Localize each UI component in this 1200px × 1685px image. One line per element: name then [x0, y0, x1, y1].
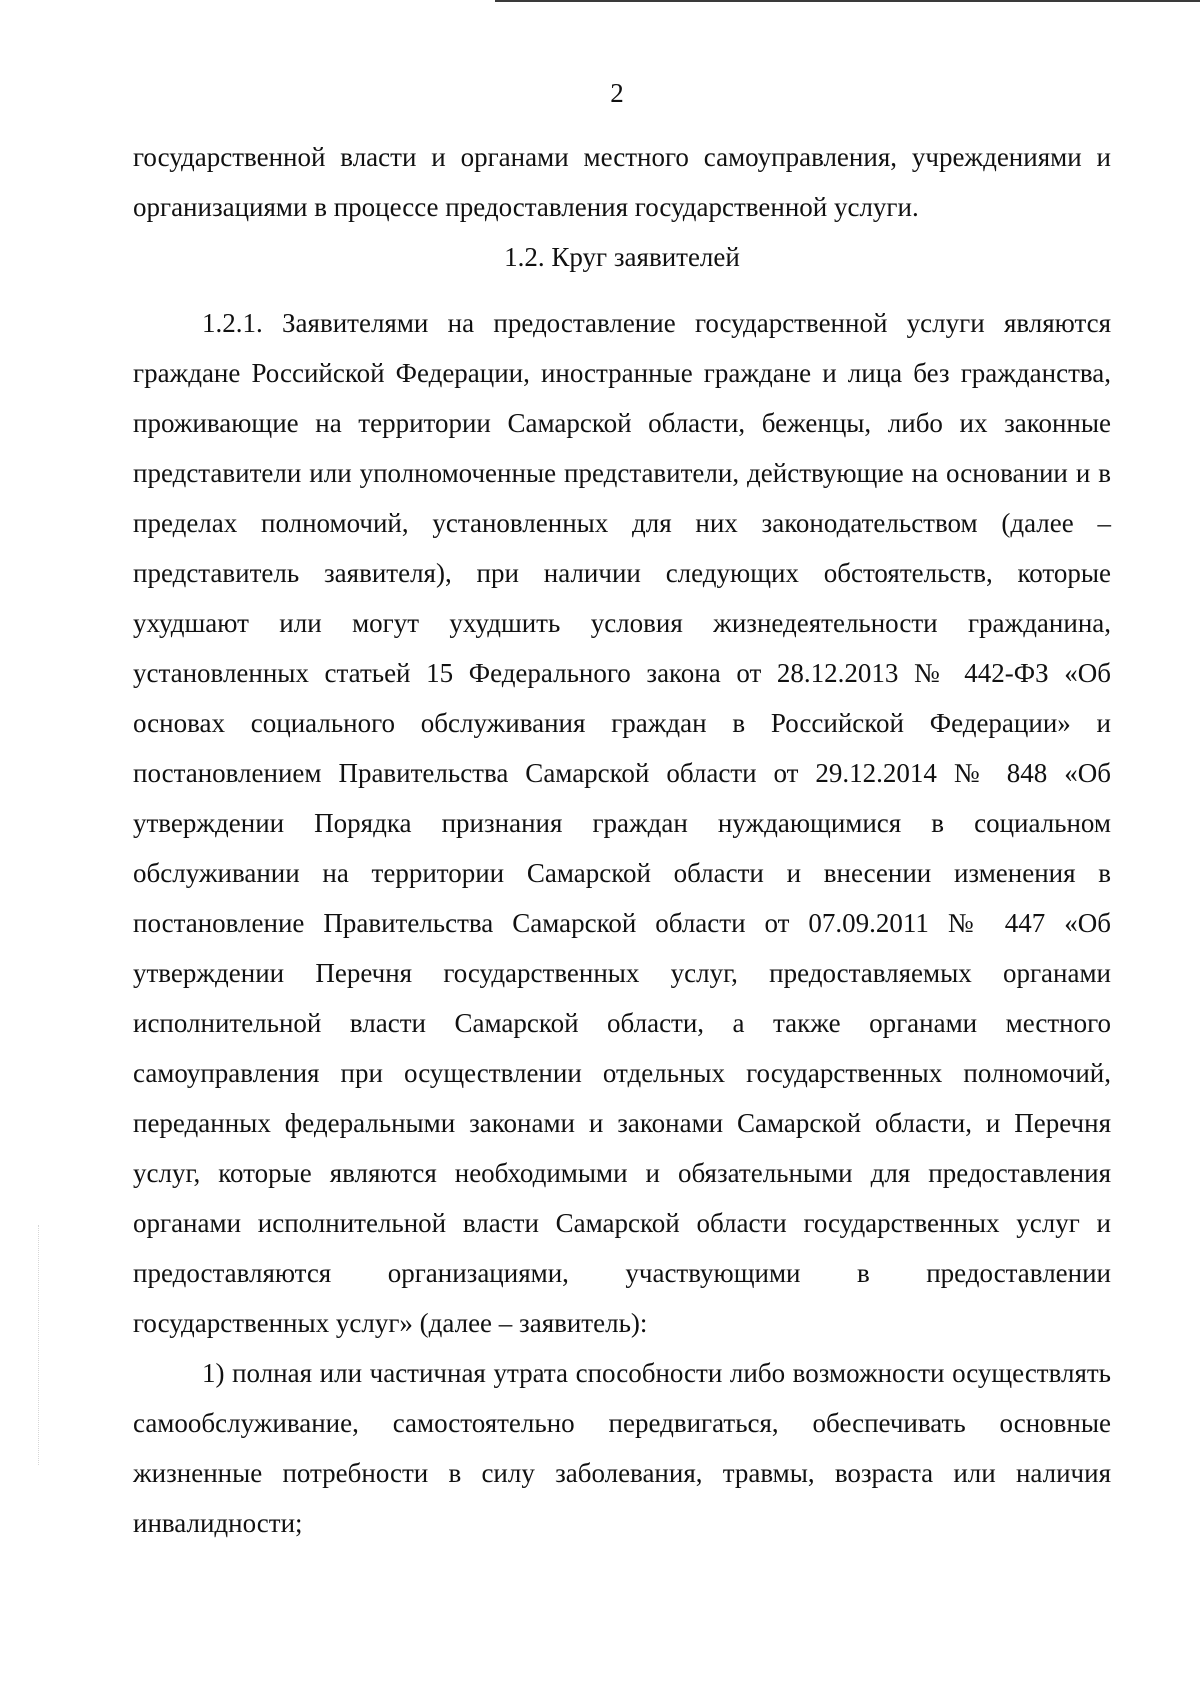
clause-1-2-1-paragraph: 1.2.1. Заявителями на предоставление государственной услуги являются граждане Российской Федерации, иностранные граждане и лица без гражданства, проживающие на территории Самарской области, беженцы, либо их законные представители или уполномоченные представители, действующие на основании и в пределах полномочий, установленных для них законодательством (далее – представитель заявителя), при наличии следующих обстоятельств, которые ухудшают или могут ухудшить условия жизнедеятельности гражданина, установленных статьей 15 Федерального закона от 28.12.2013 № 442-ФЗ «Об основах социального обслуживания граждан в Российской Федерации» и постановлением Правительства Самарской области от 29.12.2014 № 848 «Об утверждении Порядка признания граждан нуждающимися в социальном обслуживании на территории Самарской области и внесении изменения в постановление Правительства Самарской области от 07.09.2011 № 447 «Об утверждении Перечня государственных услуг, предоставляемых органами исполнительной власти Самарской области, а также органами местного самоуправления при осуществлении отдельных государственных полномочий, переданных федеральными законами и законами Самарской области, и Перечня услуг, которые являются необходимыми и обязательными для предоставления органами исполнительной власти Самарской области государственных услуг и предоставляются организациями, участвующими в предоставлении государственных услуг» (далее – заявитель):: [133, 308, 1111, 1338]
scan-margin-mark: [38, 1225, 40, 1465]
section-heading: 1.2. Круг заявителей: [504, 242, 740, 272]
continuation-block: [133, 132, 1111, 232]
page-number: 2: [610, 78, 624, 108]
continuation-paragraph: государственной власти и органами местного самоуправления, учреждениями и организациями в процессе предоставления государственной услуги.: [133, 142, 1111, 222]
list-item-1-paragraph: 1) полная или частичная утрата способности либо возможности осуществлять самообслуживание, самостоятельно передвигаться, обеспечивать основные жизненные потребности в силу заболевания, травмы, возраста или наличия инвалидности;: [133, 1358, 1111, 1538]
top-border-line: [495, 0, 1200, 2]
main-text-block: [133, 298, 1111, 1548]
